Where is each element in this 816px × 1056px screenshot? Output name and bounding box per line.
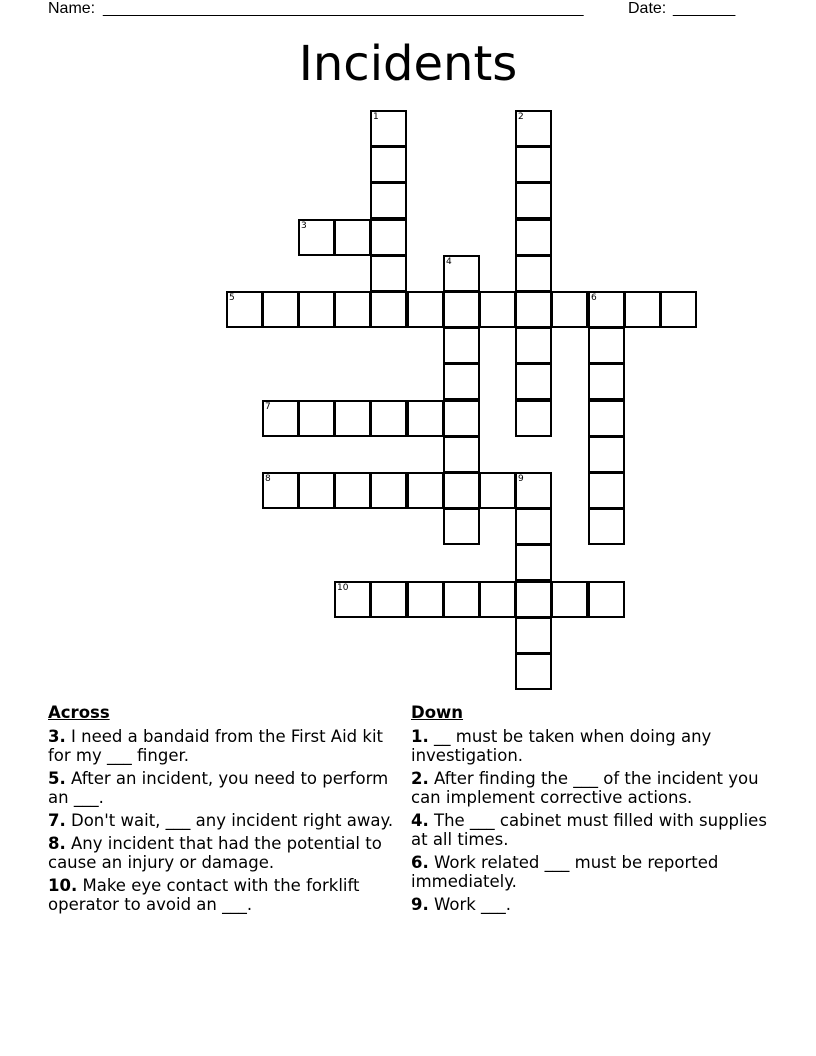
grid-cell[interactable] <box>298 400 335 437</box>
grid-cell[interactable] <box>515 219 552 256</box>
clue-text: After an incident, you need to perform an ___. <box>48 769 389 807</box>
cell-number: 9 <box>518 474 524 484</box>
grid-cell[interactable] <box>334 400 371 437</box>
grid-cell[interactable] <box>262 400 299 437</box>
grid-cell[interactable] <box>262 472 299 509</box>
clue-text: Any incident that had the potential to cause an injury or damage. <box>48 834 382 872</box>
grid-cell[interactable] <box>551 581 588 618</box>
grid-cell[interactable] <box>515 363 552 400</box>
grid-cell[interactable] <box>443 508 480 545</box>
grid-cell[interactable] <box>443 327 480 364</box>
grid-cell[interactable] <box>515 110 552 147</box>
clue-number: 1. <box>411 727 429 746</box>
grid-cell[interactable] <box>443 400 480 437</box>
clue-text: Don't wait, ___ any incident right away. <box>71 811 394 830</box>
grid-cell[interactable] <box>515 508 552 545</box>
clue-number: 7. <box>48 811 66 830</box>
clue-text: Make eye contact with the forklift operator to avoid an ___. <box>48 876 360 914</box>
grid-cell[interactable] <box>515 255 552 292</box>
grid-cell[interactable] <box>370 219 407 256</box>
name-blank: ______________________________________________________ <box>103 0 584 17</box>
grid-cell[interactable] <box>515 400 552 437</box>
clue-down-1 <box>411 727 771 765</box>
grid-cell[interactable] <box>588 508 625 545</box>
clue-text: The ___ cabinet must filled with supplies at all times. <box>411 811 767 849</box>
grid-cell[interactable] <box>588 581 625 618</box>
clue-number: 8. <box>48 834 66 853</box>
grid-cell[interactable] <box>588 327 625 364</box>
clue-across-3 <box>48 727 410 765</box>
grid-cell[interactable] <box>588 436 625 473</box>
grid-cell[interactable] <box>588 291 625 328</box>
clue-number: 9. <box>411 895 429 914</box>
grid-cell[interactable] <box>298 291 335 328</box>
clue-number: 4. <box>411 811 429 830</box>
grid-cell[interactable] <box>515 291 552 328</box>
grid-cell[interactable] <box>298 472 335 509</box>
clue-number: 5. <box>48 769 66 788</box>
clue-text: Work ___. <box>434 895 512 914</box>
grid-cell[interactable] <box>334 219 371 256</box>
cell-number: 10 <box>337 583 349 593</box>
clue-across-5 <box>48 769 410 807</box>
clue-across-7 <box>48 811 410 830</box>
grid-cell[interactable] <box>443 363 480 400</box>
grid-cell[interactable] <box>370 291 407 328</box>
grid-cell[interactable] <box>370 581 407 618</box>
grid-cell[interactable] <box>262 291 299 328</box>
grid-cell[interactable] <box>334 581 371 618</box>
date-blank: _______ <box>673 0 736 17</box>
grid-cell[interactable] <box>407 400 444 437</box>
cell-number: 1 <box>373 112 379 122</box>
grid-cell[interactable] <box>515 182 552 219</box>
grid-cell[interactable] <box>479 291 516 328</box>
grid-cell[interactable] <box>370 182 407 219</box>
across-clues <box>48 703 410 918</box>
clue-number: 10. <box>48 876 78 895</box>
grid-cell[interactable] <box>515 581 552 618</box>
grid-cell[interactable] <box>226 291 263 328</box>
clue-down-2 <box>411 769 771 807</box>
cell-number: 8 <box>265 474 271 484</box>
cell-number: 2 <box>518 112 524 122</box>
grid-cell[interactable] <box>334 472 371 509</box>
grid-cell[interactable] <box>479 472 516 509</box>
grid-cell[interactable] <box>443 291 480 328</box>
clue-text: __ must be taken when doing any investigation. <box>411 727 712 765</box>
grid-cell[interactable] <box>515 327 552 364</box>
clue-number: 2. <box>411 769 429 788</box>
clue-number: 6. <box>411 853 429 872</box>
grid-cell[interactable] <box>407 472 444 509</box>
page-title: Incidents <box>298 36 518 92</box>
date-label: Date: <box>628 0 667 17</box>
clue-across-10 <box>48 876 410 914</box>
grid-cell[interactable] <box>515 544 552 581</box>
cell-number: 6 <box>591 293 597 303</box>
grid-cell[interactable] <box>443 255 480 292</box>
clue-down-4 <box>411 811 771 849</box>
grid-cell[interactable] <box>551 291 588 328</box>
grid-cell[interactable] <box>370 400 407 437</box>
clue-down-9 <box>411 895 771 914</box>
clue-text: After finding the ___ of the incident you can implement corrective actions. <box>411 769 759 807</box>
grid-cell[interactable] <box>515 472 552 509</box>
grid-cell[interactable] <box>588 363 625 400</box>
clue-across-8 <box>48 834 410 872</box>
grid-cell[interactable] <box>660 291 697 328</box>
grid-cell[interactable] <box>588 400 625 437</box>
grid-cell[interactable] <box>479 581 516 618</box>
clue-down-6 <box>411 853 771 891</box>
grid-cell[interactable] <box>334 291 371 328</box>
grid-cell[interactable] <box>298 219 335 256</box>
across-heading: Across <box>48 703 110 722</box>
down-clues <box>411 703 771 918</box>
name-label: Name: <box>48 0 96 17</box>
grid-cell[interactable] <box>370 110 407 147</box>
grid-cell[interactable] <box>443 436 480 473</box>
grid-cell[interactable] <box>407 291 444 328</box>
grid-cell[interactable] <box>443 472 480 509</box>
cell-number: 4 <box>446 257 452 267</box>
grid-cell[interactable] <box>515 617 552 654</box>
grid-cell[interactable] <box>370 146 407 183</box>
clue-text: Work related ___ must be reported immediately. <box>411 853 719 891</box>
grid-cell[interactable] <box>443 581 480 618</box>
grid-cell[interactable] <box>370 472 407 509</box>
grid-cell[interactable] <box>370 255 407 292</box>
grid-cell[interactable] <box>515 146 552 183</box>
cell-number: 3 <box>301 221 307 231</box>
cell-number: 5 <box>229 293 235 303</box>
grid-cell[interactable] <box>588 472 625 509</box>
cell-number: 7 <box>265 402 271 412</box>
grid-cell[interactable] <box>624 291 661 328</box>
grid-cell[interactable] <box>407 581 444 618</box>
clue-number: 3. <box>48 727 66 746</box>
down-heading: Down <box>411 703 464 722</box>
grid-cell[interactable] <box>515 653 552 690</box>
clue-text: I need a bandaid from the First Aid kit for my ___ finger. <box>48 727 384 765</box>
